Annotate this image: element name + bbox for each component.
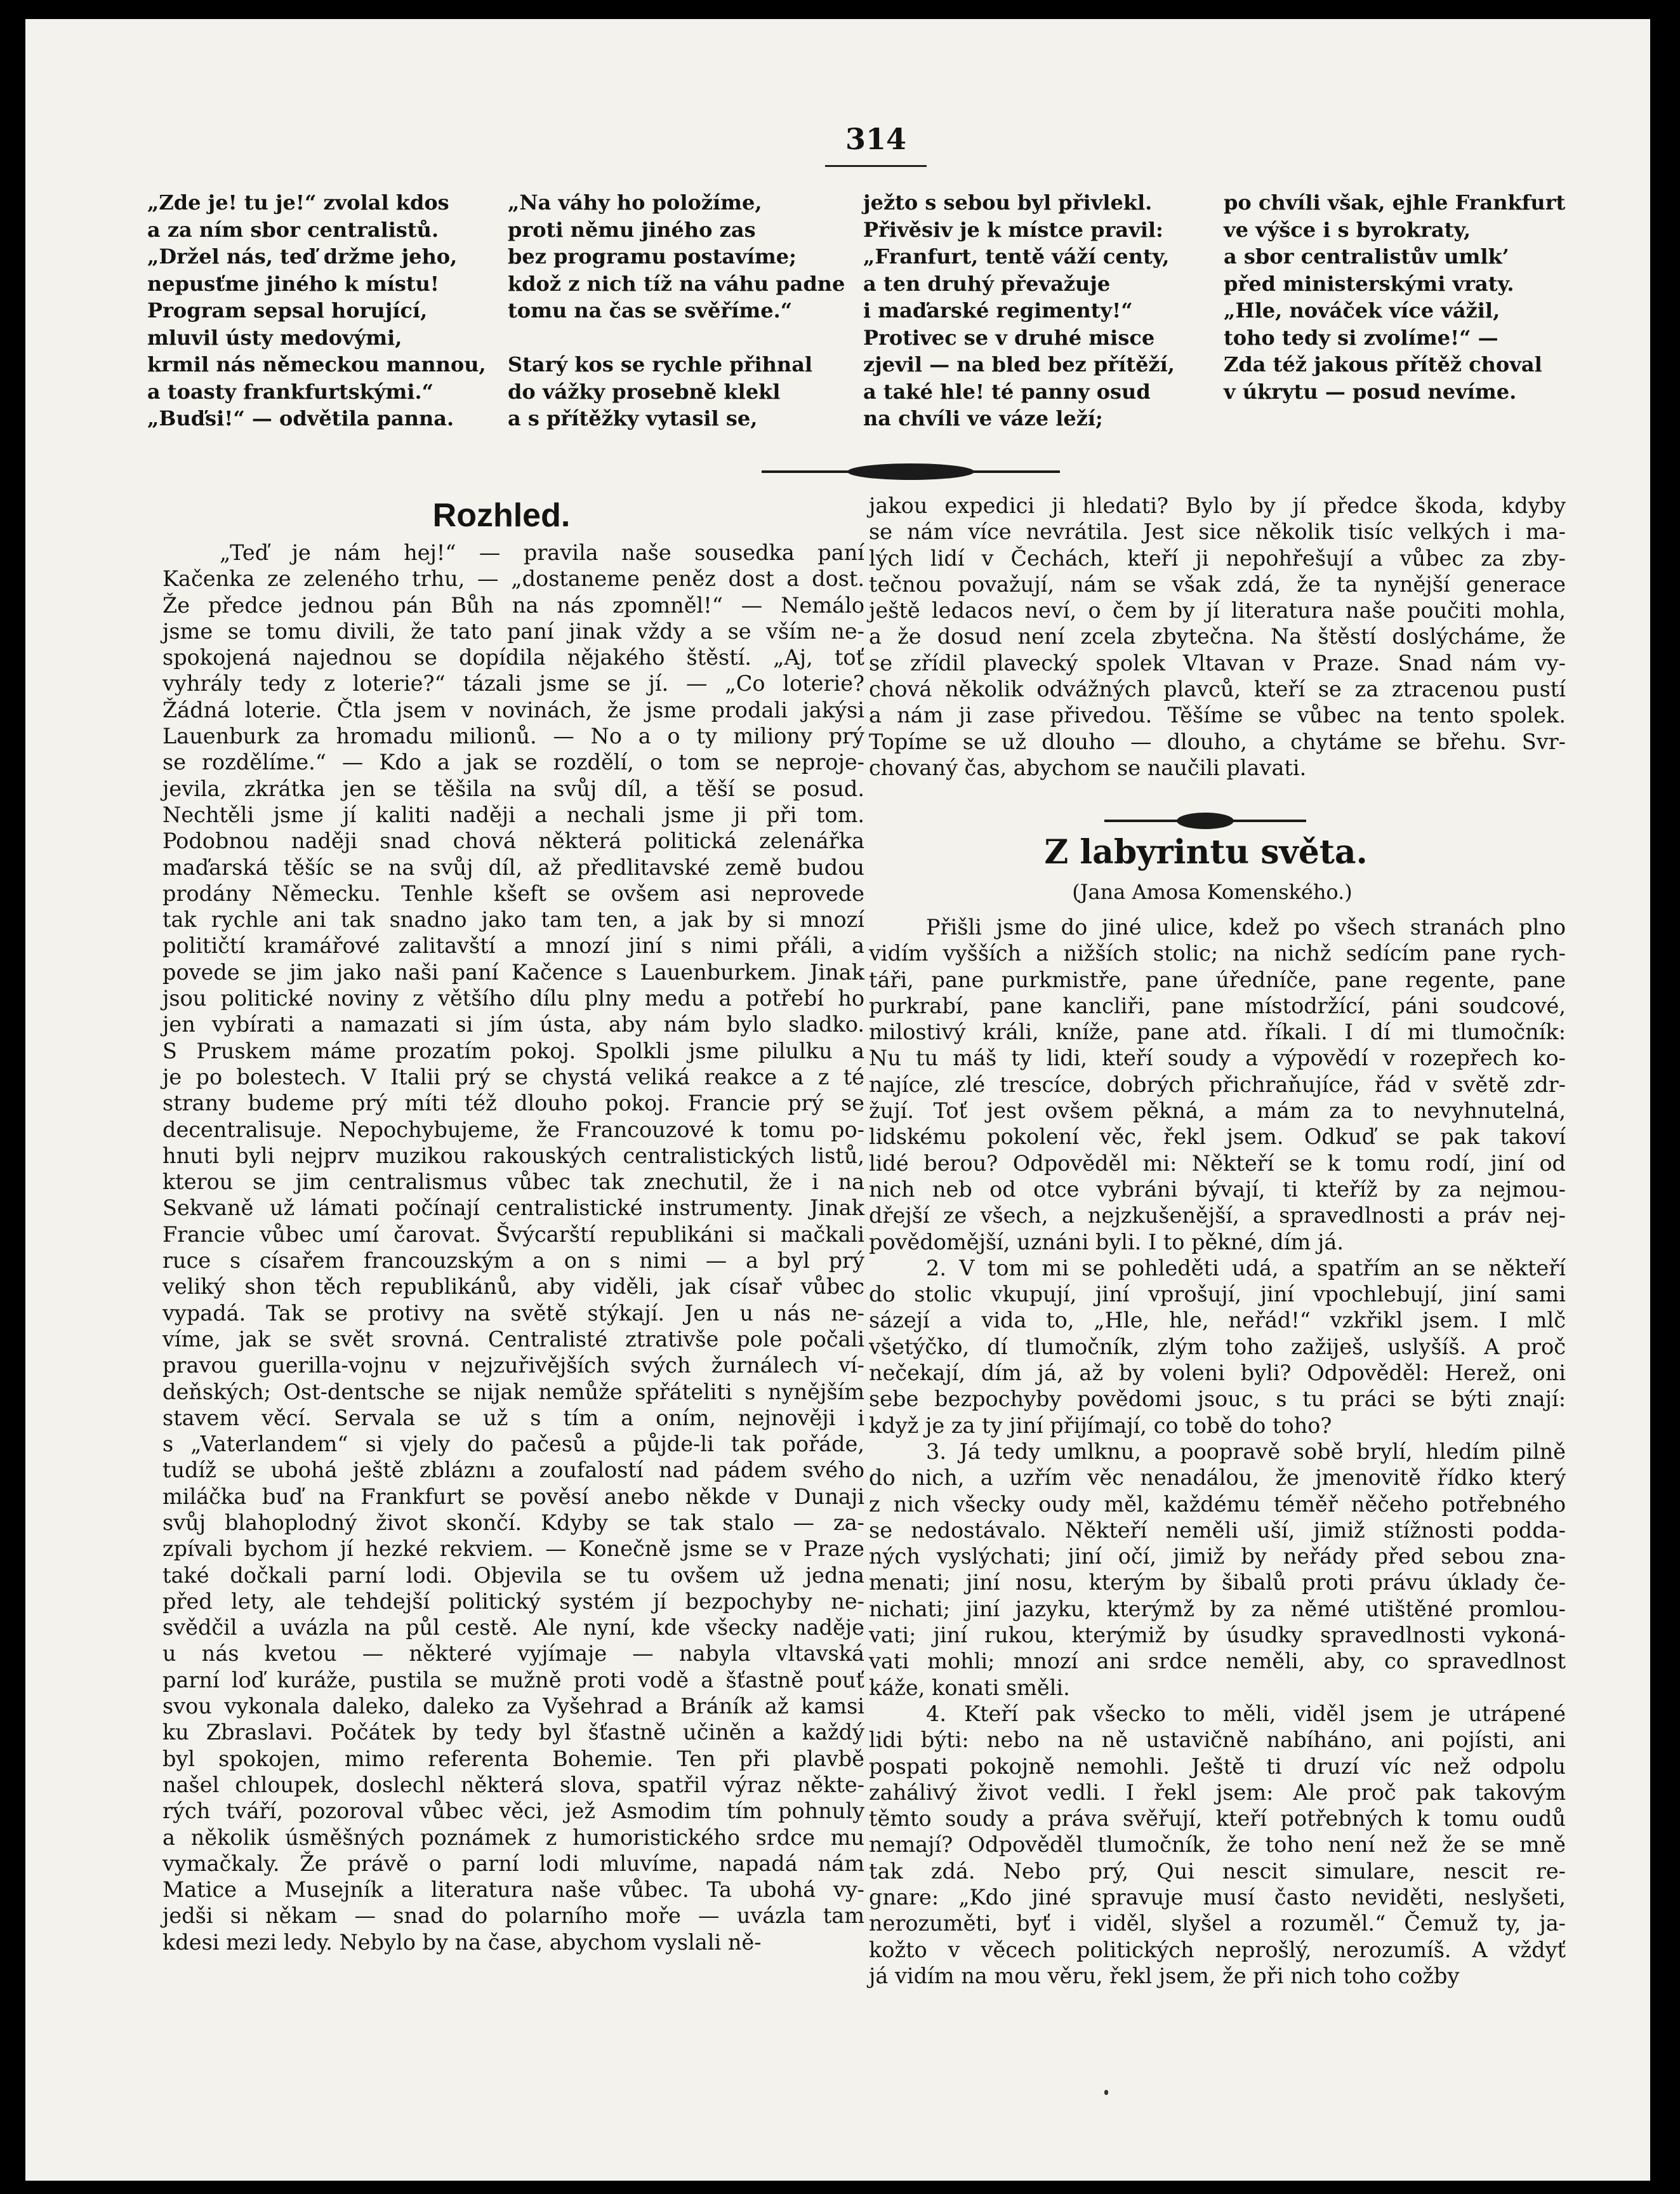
text-line: jen vybírati a namazati si jím ústa, aby nám bylo sladko. [162, 1012, 864, 1037]
text-line: všetýčko, dí tlumočník, zlým toho zažiješ, uslyšíš. A proč [869, 1334, 1566, 1359]
text-line: a že dosud není zcela zbytečna. Na štěstí doslýcháme, že [869, 624, 1566, 649]
text-line: 2. V tom mi se pohleděti udá, a spatřím an se někteří [926, 1255, 1566, 1280]
text-line: Že předce jednou pán Bůh na nás zpomněl!“ — Nemálo [162, 592, 864, 618]
text-line: Nechtěli jsme jí kaliti naději a nechali jsme ji při tom. [162, 802, 864, 827]
text-line: svou vykonala daleko, daleko za Vyšehrad a Bráník až kamsi [162, 1694, 864, 1719]
text-line: Francie vůbec umí čarovat. Švýcarští republikáni si mačkali [162, 1221, 864, 1247]
text-line: a ten druhý převažuje [863, 271, 1111, 296]
text-line: zpívali bychom jí hezké rekviem. — Konečně jsme se v Praze [162, 1536, 864, 1562]
text-line: také dočkali parní lodi. Objevila se tu ovšem už jedna [162, 1562, 864, 1588]
text-line [508, 324, 863, 352]
text-line: Žádná loterie. Čtla jsem v novinách, že jsme prodali jakýsi [162, 697, 864, 722]
text-line: žují. Toť jest ovšem pěkná, a mám za to nevyhnutelná, [869, 1098, 1566, 1124]
text-line: ných vyslýchati; jiní očí, jimiž by neřády před sebou zna- [869, 1544, 1566, 1569]
text-line: do nich, a uzřím věc nenadálou, že jmenovitě řídko který [869, 1465, 1566, 1491]
text-line: po chvíli však, ejhle Frankfurt [1224, 190, 1566, 215]
text-line: povědomější, uznáni byli. I to pěkné, dím já. [869, 1229, 1344, 1254]
text-line: krmil nás německou mannou, [147, 352, 486, 376]
text-line: v úkrytu — posud nevíme. [1224, 379, 1517, 404]
text-line: Starý kos se rychle přihnal [508, 352, 813, 376]
page-number-rule [825, 165, 927, 167]
rozhled-article [162, 540, 864, 1955]
text-line: prodány Německu. Tenhle kšeft se ovšem asi neprovede [162, 881, 864, 906]
text-line: táři, pane purkmistře, pane úředníče, pane regente, pane [869, 967, 1566, 992]
text-line: toho tedy si zvolíme!“ — [1224, 325, 1498, 350]
text-line: a také hle! té panny osud [863, 379, 1151, 404]
text-line: Topíme se už dlouho — dlouho, a chytáme se břehu. Svr- [869, 729, 1566, 754]
labyrint-heading: Z labyrintu světa. [1044, 833, 1368, 872]
text-line: spokojená najednou se dopídila nějakého štěstí. „Aj, toť [162, 645, 864, 670]
text-line: se zřídil plavecký spolek Vltavan v Praze. Snad nám vy- [869, 650, 1566, 675]
text-line: lidé berou? Odpověděl mi: Někteří se k tomu rodí, jiní od [869, 1150, 1566, 1176]
text-line: „Teď je nám hej!“ — pravila naše sousedka paní [220, 540, 864, 565]
text-line: povede se jim jako naši paní Kačence s Lauenburkem. Jinak [162, 959, 864, 985]
text-line: purkrabí, pane kancliři, pane místodržící, páni soudcové, [869, 993, 1566, 1018]
text-line: se nám více nevrátila. Jest sice několik tisíc velkých i ma- [869, 519, 1566, 545]
text-line: víme, jak se svět srovná. Centralisté ztrativše pole počali [162, 1326, 864, 1352]
text-line: Kačenka ze zeleného trhu, — „dostaneme peněz dost a dost. [162, 566, 864, 592]
text-line: jakou expedici ji hledati? Bylo by jí předce škoda, kdyby [869, 493, 1566, 518]
text-line: najíce, zlé trescíce, dobrých přichraňujíce, řád v světě zdr- [869, 1072, 1566, 1097]
text-line: byl spokojen, mimo referenta Bohemie. Ten při plavbě [162, 1746, 864, 1771]
text-line: Program sepsal horující, [147, 298, 428, 322]
text-line: S Pruskem máme prozatím pokoj. Spolkli jsme pilulku a [162, 1038, 864, 1063]
text-line: vidím vyšších a nižších stolic; na nichž sedícím pane rych- [869, 941, 1566, 966]
text-line: kterou se jim centralismus vůbec tak znechutil, že i na [162, 1169, 864, 1195]
divider-flourish [1177, 813, 1234, 829]
text-line: jevila, zkrátka jen se těšila na svůj díl, a těší se posud. [162, 776, 864, 801]
labyrint-subtitle: (Jana Amosa Komenského.) [1072, 880, 1353, 904]
text-line: před ministerskými vraty. [1224, 271, 1514, 296]
text-line: vypadá. Tak se protivy na světě stýkají. Jen u nás ne- [162, 1300, 864, 1326]
text-line: kdož z nich tíž na váhu padne [508, 271, 845, 296]
text-line: lidskému pokolení věc, řekl jsem. Odkuď se pak takoví [869, 1124, 1566, 1150]
text-line: Přivěsiv je k místce pravil: [863, 217, 1163, 242]
text-line: 4. Kteří pak všecko to měli, viděl jsem je utrápené [926, 1701, 1566, 1726]
text-line: decentralisuje. Nepochybujeme, že Francouzové k tomu po- [162, 1117, 864, 1142]
text-line: Protivec se v druhé misce [863, 325, 1155, 350]
text-line: tečnou považují, nám se však zdá, že ta nynější generace [869, 571, 1566, 597]
text-line: političtí kramářové zalitavští a mnozí jiní s nimi přáli, a [162, 933, 864, 959]
text-line: chová několik odvážných plavců, kteří se za ztracenou pustí [869, 677, 1566, 702]
text-line: lidi býti: nebo na ně ustavičně nabíháno, ani pojísti, ani [869, 1727, 1566, 1753]
text-line: z nich všecky oudy měl, každému téměř něčeho potřebného [869, 1491, 1566, 1517]
page-number: 314 [845, 122, 907, 156]
text-line: káže, konati směli. [869, 1675, 1070, 1700]
text-line: u nás kvetou — některé vyjímaje — nabyla vltavská [162, 1641, 864, 1666]
text-line: ruce s císařem francouzským a on s nimi — a byl prý [162, 1248, 864, 1273]
text-line: miláčka buď na Frankfurt se pověsí anebo někde v Dunaji [162, 1484, 864, 1509]
text-line: a s přítěžky vytasil se, [508, 406, 758, 430]
text-line: a za ním sbor centralistů. [147, 217, 439, 242]
text-line: se rozdělíme.“ — Kdo a jak se rozdělí, o tom se neproje- [162, 750, 864, 775]
text-line: ježto s sebou byl přivlekl. [863, 190, 1153, 215]
text-line: je po bolestech. V Italii prý se chystá veliká reakce a z té [162, 1064, 864, 1089]
text-line: ještě ledacos neví, o čem by jí literatura naše poučiti mohla, [869, 598, 1566, 623]
text-line: já vidím na mou věru, řekl jsem, že při nich toho cožby [869, 1963, 1460, 1988]
text-line: kožto v věcech politických neprošlý, nerozumíš. A vždyť [869, 1937, 1566, 1962]
text-line: našel chloupek, doslechl některá slova, spatřil výraz někte- [162, 1772, 864, 1797]
text-line: i maďarské regimenty!“ [863, 298, 1133, 322]
text-line: s „Vaterlandem“ si vjely do pačesů a půjde-li tak pořáde, [162, 1432, 864, 1457]
text-line: a několik úsměšných poznámek z humoristického srdce mu [162, 1825, 864, 1850]
text-line: strany budeme prý míti též dlouho pokoj. Francie prý se [162, 1091, 864, 1116]
text-line: nichati; jiní jazyku, kterýmž by za němé utištěné promlou- [869, 1596, 1566, 1621]
text-line: „Hle, nováček více vážil, [1224, 298, 1500, 322]
text-line: a sbor centralistův umlk’ [1224, 244, 1509, 269]
text-line: Sekvaně už lámati počínají centralistické instrumenty. Jinak [162, 1195, 864, 1221]
text-line: nich neb od otce vybráni bývají, ti kteříž by za nejmou- [869, 1176, 1566, 1202]
text-line: tudíž se ubohá ještě zbláznı a zoufalostí nad pádem svého [162, 1458, 864, 1483]
text-line: na chvíli ve váze leží; [863, 406, 1103, 430]
text-line: do stolic vkupují, jiní vprošují, jiní vpochlebují, jiní sami [869, 1282, 1566, 1307]
ink-speck [1104, 2090, 1108, 2095]
text-line: tak zdá. Nebo prý, Qui nescit simulare, nescit re- [869, 1858, 1566, 1884]
text-line: pravou guerilla-vojnu v nejzuřivějších svých žurnálech ví- [162, 1353, 864, 1378]
rozhled-heading: Rozhled. [432, 497, 571, 534]
text-line: a toasty frankfurtskými.“ [147, 379, 434, 404]
text-line: jedši si někam — snad do polarního moře — uvázla tam [162, 1903, 864, 1929]
section-divider-ornament [1104, 813, 1306, 829]
text-line: milostivý králi, kníže, pane atd. říkali. I dí mi tlumočník: [869, 1020, 1566, 1045]
labyrint-article [869, 914, 1566, 1989]
text-line: vati mohli; mnozí ani srdce neměli, aby, co spravedlnost [869, 1649, 1566, 1674]
text-line: Lauenburk za hromadu milionů. — No a o ty miliony prý [162, 724, 864, 749]
text-line: sázejí a vida to, „Hle, hle, neřád!“ vzkřikl jsem. I mlč [869, 1308, 1566, 1333]
text-line: dřejší ze všech, a nejzkušenější, a spravedlnosti a práv nej- [869, 1203, 1566, 1228]
text-line: mluvil ústy medovými, [147, 325, 402, 350]
poem-column-2 [508, 189, 863, 432]
text-line: jsme se tomu divili, že tato paní jinak vždy a se vším ne- [162, 618, 864, 644]
text-line: svědčil a uvázla na půl cestě. Ale nyní, kde všecky naděje [162, 1615, 864, 1640]
text-line: se nedostávalo. Někteří neměli uší, jimiž stížnosti podda- [869, 1517, 1566, 1543]
text-line: Přišli jsme do jiné ulice, kdež po všech stranách plno [926, 915, 1566, 940]
text-line: zjevil — na bled bez přítěží, [863, 352, 1175, 376]
text-line: pospati pokojně nemohli. Ještě ti druzí víc než odpolu [869, 1753, 1566, 1779]
text-line: rých tváří, pozoroval vůbec věci, jež Asmodim tím pohnuly [162, 1798, 864, 1824]
text-line: 3. Já tedy umlknu, a poopravě sobě brylí, hledím pilně [926, 1439, 1566, 1464]
text-line: vyhrály tedy z loterie?“ tázali jsme se jí. — „Co loterie? [162, 671, 864, 696]
text-line: a nám ji zase přivedou. Těšíme se vůbec na tento spolek. [869, 703, 1566, 728]
text-line: menati; jiní nosu, kterým by šibalů proti právu úklady če- [869, 1570, 1566, 1595]
text-line: zahálivý život vedli. I řekl jsem: Ale proč pak takovým [869, 1779, 1566, 1805]
text-line: sebe bezpochyby povědomi jsouc, s tu práci se býti znají: [869, 1386, 1566, 1412]
poem-column-3 [863, 189, 1244, 432]
text-line: proti němu jiného zas [508, 217, 756, 242]
text-line: Matice a Musejník a literatura naše vůbec. Ta ubohá vy- [162, 1877, 864, 1903]
text-line: nerozuměti, byť i viděl, slyšel a rozuměl.“ Čemuž ty, ja- [869, 1911, 1566, 1936]
text-line: „Buďsi!“ — odvětila panna. [147, 406, 454, 430]
text-line: parní loď kuráže, pustila se mužně proti vodě a šťastně pouť [162, 1667, 864, 1692]
text-line: „Na váhy ho položíme, [508, 190, 762, 215]
text-line: nemají? Odpověděl tlumočník, že toho není než že se mně [869, 1832, 1566, 1858]
divider-flourish [847, 463, 974, 480]
text-line: vati; jiní rukou, kterýmiž by úsudky spravedlnosti vykoná- [869, 1623, 1566, 1648]
text-line: ve výšce i s byrokraty, [1224, 217, 1471, 242]
text-line: před lety, ale tehdejší politický systém jí bezpochyby ne- [162, 1588, 864, 1614]
poem-column-1 [147, 189, 503, 432]
text-line: tak rychle ani tak snadno jako tam ten, a jak by si mnozí [162, 907, 864, 933]
text-line: jsou politické noviny z většího dílu plny medu a potřebí ho [162, 986, 864, 1011]
text-line: svůj blahoplodný život skončí. Kdyby se tak stalo — za- [162, 1510, 864, 1535]
text-line: těmto soudy a práva svěřují, kteří potřebných k tomu oudů [869, 1806, 1566, 1832]
text-line: lých lidí v Čechách, kteří ji nepohřešují a vůbec za zby- [869, 545, 1566, 571]
text-line: Zda též jakous přítěž choval [1224, 352, 1542, 376]
poem-column-4 [1224, 189, 1579, 405]
text-line: „Držel nás, teď držme jeho, [147, 244, 458, 269]
newspaper-page [25, 19, 1650, 2181]
text-line: Nu tu máš ty lidi, kteří soudy a výpovědí v rozepřech ko- [869, 1046, 1566, 1071]
text-line: stavem věcí. Servala se už s tím a oním, nejnověji i [162, 1405, 864, 1430]
text-line: bez programu postavíme; [508, 244, 797, 269]
text-line: Podobnou naději snad chová některá politická zelenářka [162, 828, 864, 854]
rozhled-article-continuation [869, 493, 1566, 781]
text-line: veliký shon těch republikánů, aby viděli, jak císař vůbec [162, 1274, 864, 1300]
text-line: hnuti byli nejprv muzikou rakouských centralistických listů, [162, 1143, 864, 1168]
text-line: maďarská těšíc se na svůj díl, až předlitavské země budou [162, 854, 864, 880]
poem-divider-ornament [762, 463, 1060, 480]
text-line: kdesi mezi ledy. Nebylo by na čase, abychom vyslali ně- [162, 1929, 762, 1955]
text-line: vymačkaly. Že právě o parní lodi mluvíme, napadá nám [162, 1851, 864, 1876]
text-line: nečekají, dím já, až by voleni byli? Odpověděl: Herež, oni [869, 1360, 1566, 1386]
text-line: do vážky prosebně klekl [508, 379, 781, 404]
text-line: ku Zbraslavi. Počátek by tedy byl šťastně učiněn a každý [162, 1720, 864, 1745]
text-line: nepusťme jiného k místu! [147, 271, 439, 296]
text-line: gnare: „Kdo jiné spravuje musí často neviděti, neslyšeti, [869, 1884, 1566, 1910]
text-line: když je za ty jiní přijímají, co tobě do toho? [869, 1413, 1332, 1438]
text-line: deňských; Ost-dentsche se nijak nemůže spřáteliti s nynějším [162, 1379, 864, 1404]
text-line: „Franfurt, tentě váží centy, [863, 244, 1170, 269]
text-line: chovaný čas, abychom se naučili plavati. [869, 755, 1307, 780]
text-line: „Zde je! tu je!“ zvolal kdos [147, 190, 449, 215]
text-line: tomu na čas se svěříme.“ [508, 298, 793, 322]
